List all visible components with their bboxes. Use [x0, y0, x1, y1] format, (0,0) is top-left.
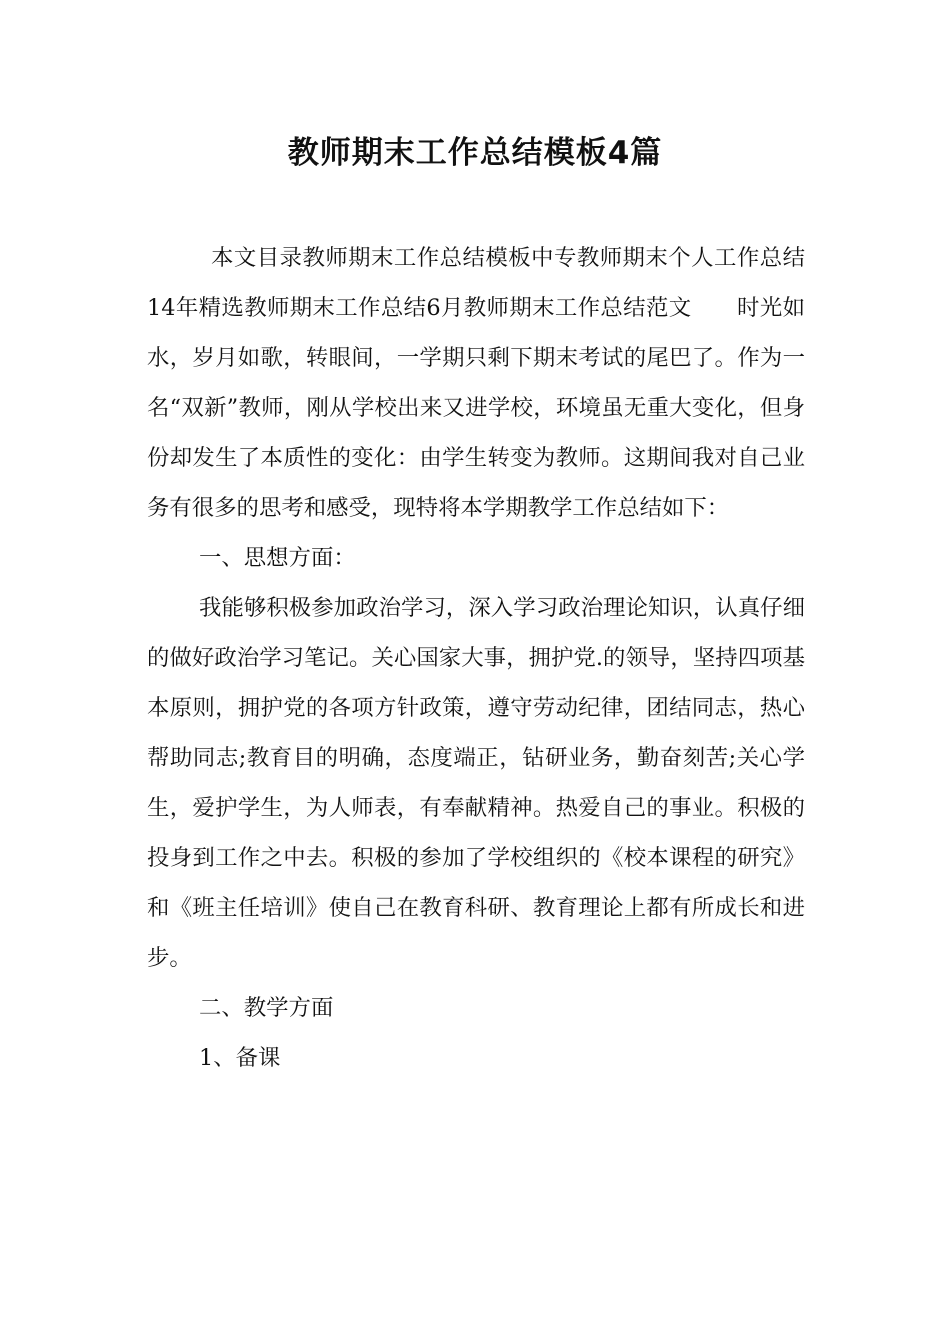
section-heading-thought: 一、思想方面：: [199, 545, 356, 571]
subsection-heading-lesson-prep: 1、备课: [199, 1045, 281, 1071]
document-body: [147, 233, 805, 1083]
document-title: 教师期末工作总结模板4篇: [287, 135, 663, 171]
intro-paragraph: 本文目录教师期末工作总结模板中专教师期末个人工作总结14年精选教师期末工作总结6月教师期末工作总结范文 时光如水，岁月如歌，转眼间，一学期只剩下期末考试的尾巴了。作为一名“双新”教师，刚从学校出来又进学校，环境虽无重大变化，但身份却发生了本质性的变化：由学生转变为教师。这期间我对自己业务有很多的思考和感受，现特将本学期教学工作总结如下：: [147, 245, 805, 521]
section-heading-teaching: 二、教学方面: [199, 995, 334, 1021]
thought-paragraph: 我能够积极参加政治学习，深入学习政治理论知识，认真仔细的做好政治学习笔记。关心国家大事，拥护党.的领导，坚持四项基本原则，拥护党的各项方针政策，遵守劳动纪律，团结同志，热心帮助同志;教育目的明确，态度端正，钻研业务，勤奋刻苦;关心学生，爱护学生，为人师表，有奉献精神。热爱自己的事业。积极的投身到工作之中去。积极的参加了学校组织的《校本课程的研究》和《班主任培训》使自己在教育科研、教育理论上都有所成长和进步。: [147, 595, 805, 971]
